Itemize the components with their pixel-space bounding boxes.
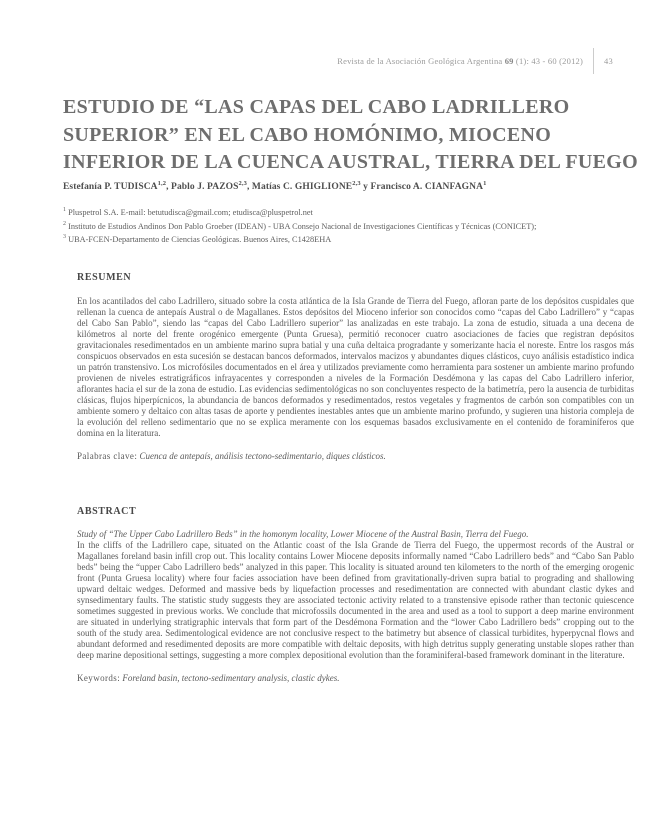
affiliation-3-marker: 3 — [63, 234, 66, 241]
author-1-name: Estefanía P. TUDISCA — [63, 182, 158, 193]
page-number: 43 — [604, 56, 613, 66]
article-title — [63, 94, 648, 177]
page-header — [63, 48, 618, 74]
journal-citation-pre: Revista de la Asociación Geológica Argentina — [337, 56, 505, 66]
affiliation-2-marker: 2 — [63, 220, 66, 227]
article-title-line-3: INFERIOR DE LA CUENCA AUSTRAL, TIERRA DEL FUEGO — [63, 151, 638, 173]
author-1-affiliation-marker: 1,2 — [157, 180, 167, 187]
affiliation-1-text: Pluspetrol S.A. E-mail: betutudisca@gmail.com; etudisca@pluspetrol.net — [66, 207, 313, 217]
affiliation-3-text: UBA-FCEN-Departamento de Ciencias Geológicas. Buenos Aires, C1428EHA — [66, 234, 332, 244]
article-title-line-1: ESTUDIO DE “LAS CAPAS DEL CABO LADRILLERO — [63, 96, 570, 118]
author-3-affiliation-marker: 2,3 — [352, 180, 361, 187]
resumen-heading: RESUMEN — [77, 272, 132, 283]
affiliations-block — [63, 205, 639, 246]
abstract-heading: ABSTRACT — [77, 506, 137, 517]
resumen-keywords — [77, 451, 634, 462]
journal-citation-post: (1): 43 - 60 (2012) — [513, 56, 583, 66]
author-2-name: Pablo J. PAZOS — [171, 182, 239, 193]
affiliation-2 — [63, 219, 639, 233]
article-title-line-2: SUPERIOR” EN EL CABO HOMÓNIMO, MIOCENO — [63, 123, 552, 146]
author-separator: , — [166, 182, 172, 193]
author-separator: y — [360, 182, 371, 193]
author-4-affiliation-marker: 1 — [483, 180, 487, 187]
abstract-keywords — [77, 673, 634, 684]
abstract-keywords-value: Foreland basin, tectono-sedimentary analysis, clastic dykes. — [120, 673, 340, 683]
abstract-body: In the cliffs of the Ladrillero cape, situated on the Atlantic coast of the Isla Grande de Tierra del Fuego, the uppermost records of the Austral or Magallanes foreland basin infill crop out. This locality contains Lower Miocene deposits informally named “Cabo Ladrillero beds” and “Cabo San Pablo beds” being the “upper Cabo Ladrillero beds” analyzed in this paper. This locality is situated around ten kilometers to the north of the emerging orogenic front (Punta Gruesa locality) where four facies association have been defined from gravitationally-driven supra batial to prograding and shallowing upward deltaic wedges. Deformed and massive beds by liquefaction processes and resedimentation are connected with abundant clastic dykes and synsedimentary faults. The statistic study suggests they are associated tectonic activity related to a transtensive episode rather than tectonic quiescence sometimes suggested in previous works. We conclude that microfossils documented in the area and used as a tool to support a deep marine environment are situated in underlying stratigraphic intervals that form part of the Desdémona Formation and the “lower Cabo Ladrillero beds” cropping out to the south of the study area. Sedimentological evidence are not conclusive respect to the batimetry but absence of classical turbidites, hyperpycnal flows and abundant deformed and resedimented deposits are more compatible with deltaic deposits, with high detritus supply generating unstable slopes rather than deep marine depositional settings, suggesting a more complex depositional evolution than the foraminiferal-based framework dominant in the literature. — [77, 540, 634, 660]
resumen-section — [77, 272, 634, 462]
abstract-keywords-label: Keywords: — [77, 673, 121, 683]
author-4-name: Francisco A. CIANFAGNA — [370, 182, 484, 193]
resumen-keywords-label: Palabras clave: — [77, 451, 138, 461]
journal-citation — [337, 56, 583, 66]
resumen-keywords-value: Cuenca de antepaís, análisis tectono-sedimentario, diques clásticos. — [137, 451, 386, 461]
affiliation-1-marker: 1 — [63, 207, 66, 213]
abstract-section — [77, 506, 634, 684]
author-2-affiliation-marker: 2,3 — [238, 180, 247, 187]
affiliation-2-text: Instituto de Estudios Andinos Don Pablo Groeber (IDEAN) - UBA Consejo Nacional de Investigaciones Científicas y Técnicas (CONICET); — [66, 221, 537, 231]
journal-volume: 69 — [504, 56, 514, 66]
author-4 — [371, 182, 487, 192]
affiliation-1 — [63, 205, 639, 219]
affiliation-3 — [63, 232, 639, 246]
authors-line — [63, 180, 639, 192]
author-3-name: Matías C. GHIGLIONE — [251, 182, 353, 193]
resumen-body: En los acantilados del cabo Ladrillero, situado sobre la costa atlántica de la Isla Grande de Tierra del Fuego, afloran parte de los depósitos cuspidales que rellenan la cuenca de antepaís Austral o de Magallanes. Estos depósitos del Mioceno inferior son conocidos como “capas del Cabo Ladrillero” y “capas del Cabo San Pablo”, siendo las “capas del Cabo Ladrillero superior” las analizadas en este trabajo. La zona de estudio, situada a una decena de kilómetros al norte del frente orogénico emergente (Punta Gruesa), permitió reconocer cuatro asociaciones de facies que registran depósitos gravitacionales resedimentados en un ambiente marino supra batial y una cuña deltaica progradante y somerizante hacia el noreste. Entre los rasgos más conspicuos observados en esta sucesión se destacan bancos deformados, intervalos macizos y abundantes diques clásticos, cuyo análisis estadístico indica un patrón transtensivo. Los microfósiles documentados en el área y utilizados previamente como herramienta para sostener un ambiente marino profundo provienen de niveles estratigráficos infrayacentes y corresponden a niveles de la Formación Desdémona y las capas del Cabo Ladrillero inferior, aflorantes hacia el sur de la zona de estudio. Las evidencias sedimentológicas no son concluyentes respecto de la batimetría, pero la ausencia de turbiditas clásicas, flujos hiperpícnicos, la abundancia de bancos deformados y resedimentados, restos vegetales y fragmentos de carbón son compatibles con un ambiente somero y deltaico con altas tasas de aporte y pendientes inestables antes que un ambiente marino profundo, y sugieren una historia compleja de la evolución del relleno sedimentario que no se explica meramente con los esquemas basados exclusivamente en el contenido de foraminíferos que domina en la literatura. — [77, 296, 634, 438]
author-2 — [171, 182, 252, 192]
author-1 — [63, 182, 171, 192]
header-divider — [593, 48, 594, 74]
author-separator: , — [246, 182, 252, 193]
author-3 — [252, 182, 371, 192]
abstract-lead: Study of “The Upper Cabo Ladrillero Beds” in the homonym locality, Lower Miocene of the Austral Basin, Tierra del Fuego. — [77, 529, 529, 539]
